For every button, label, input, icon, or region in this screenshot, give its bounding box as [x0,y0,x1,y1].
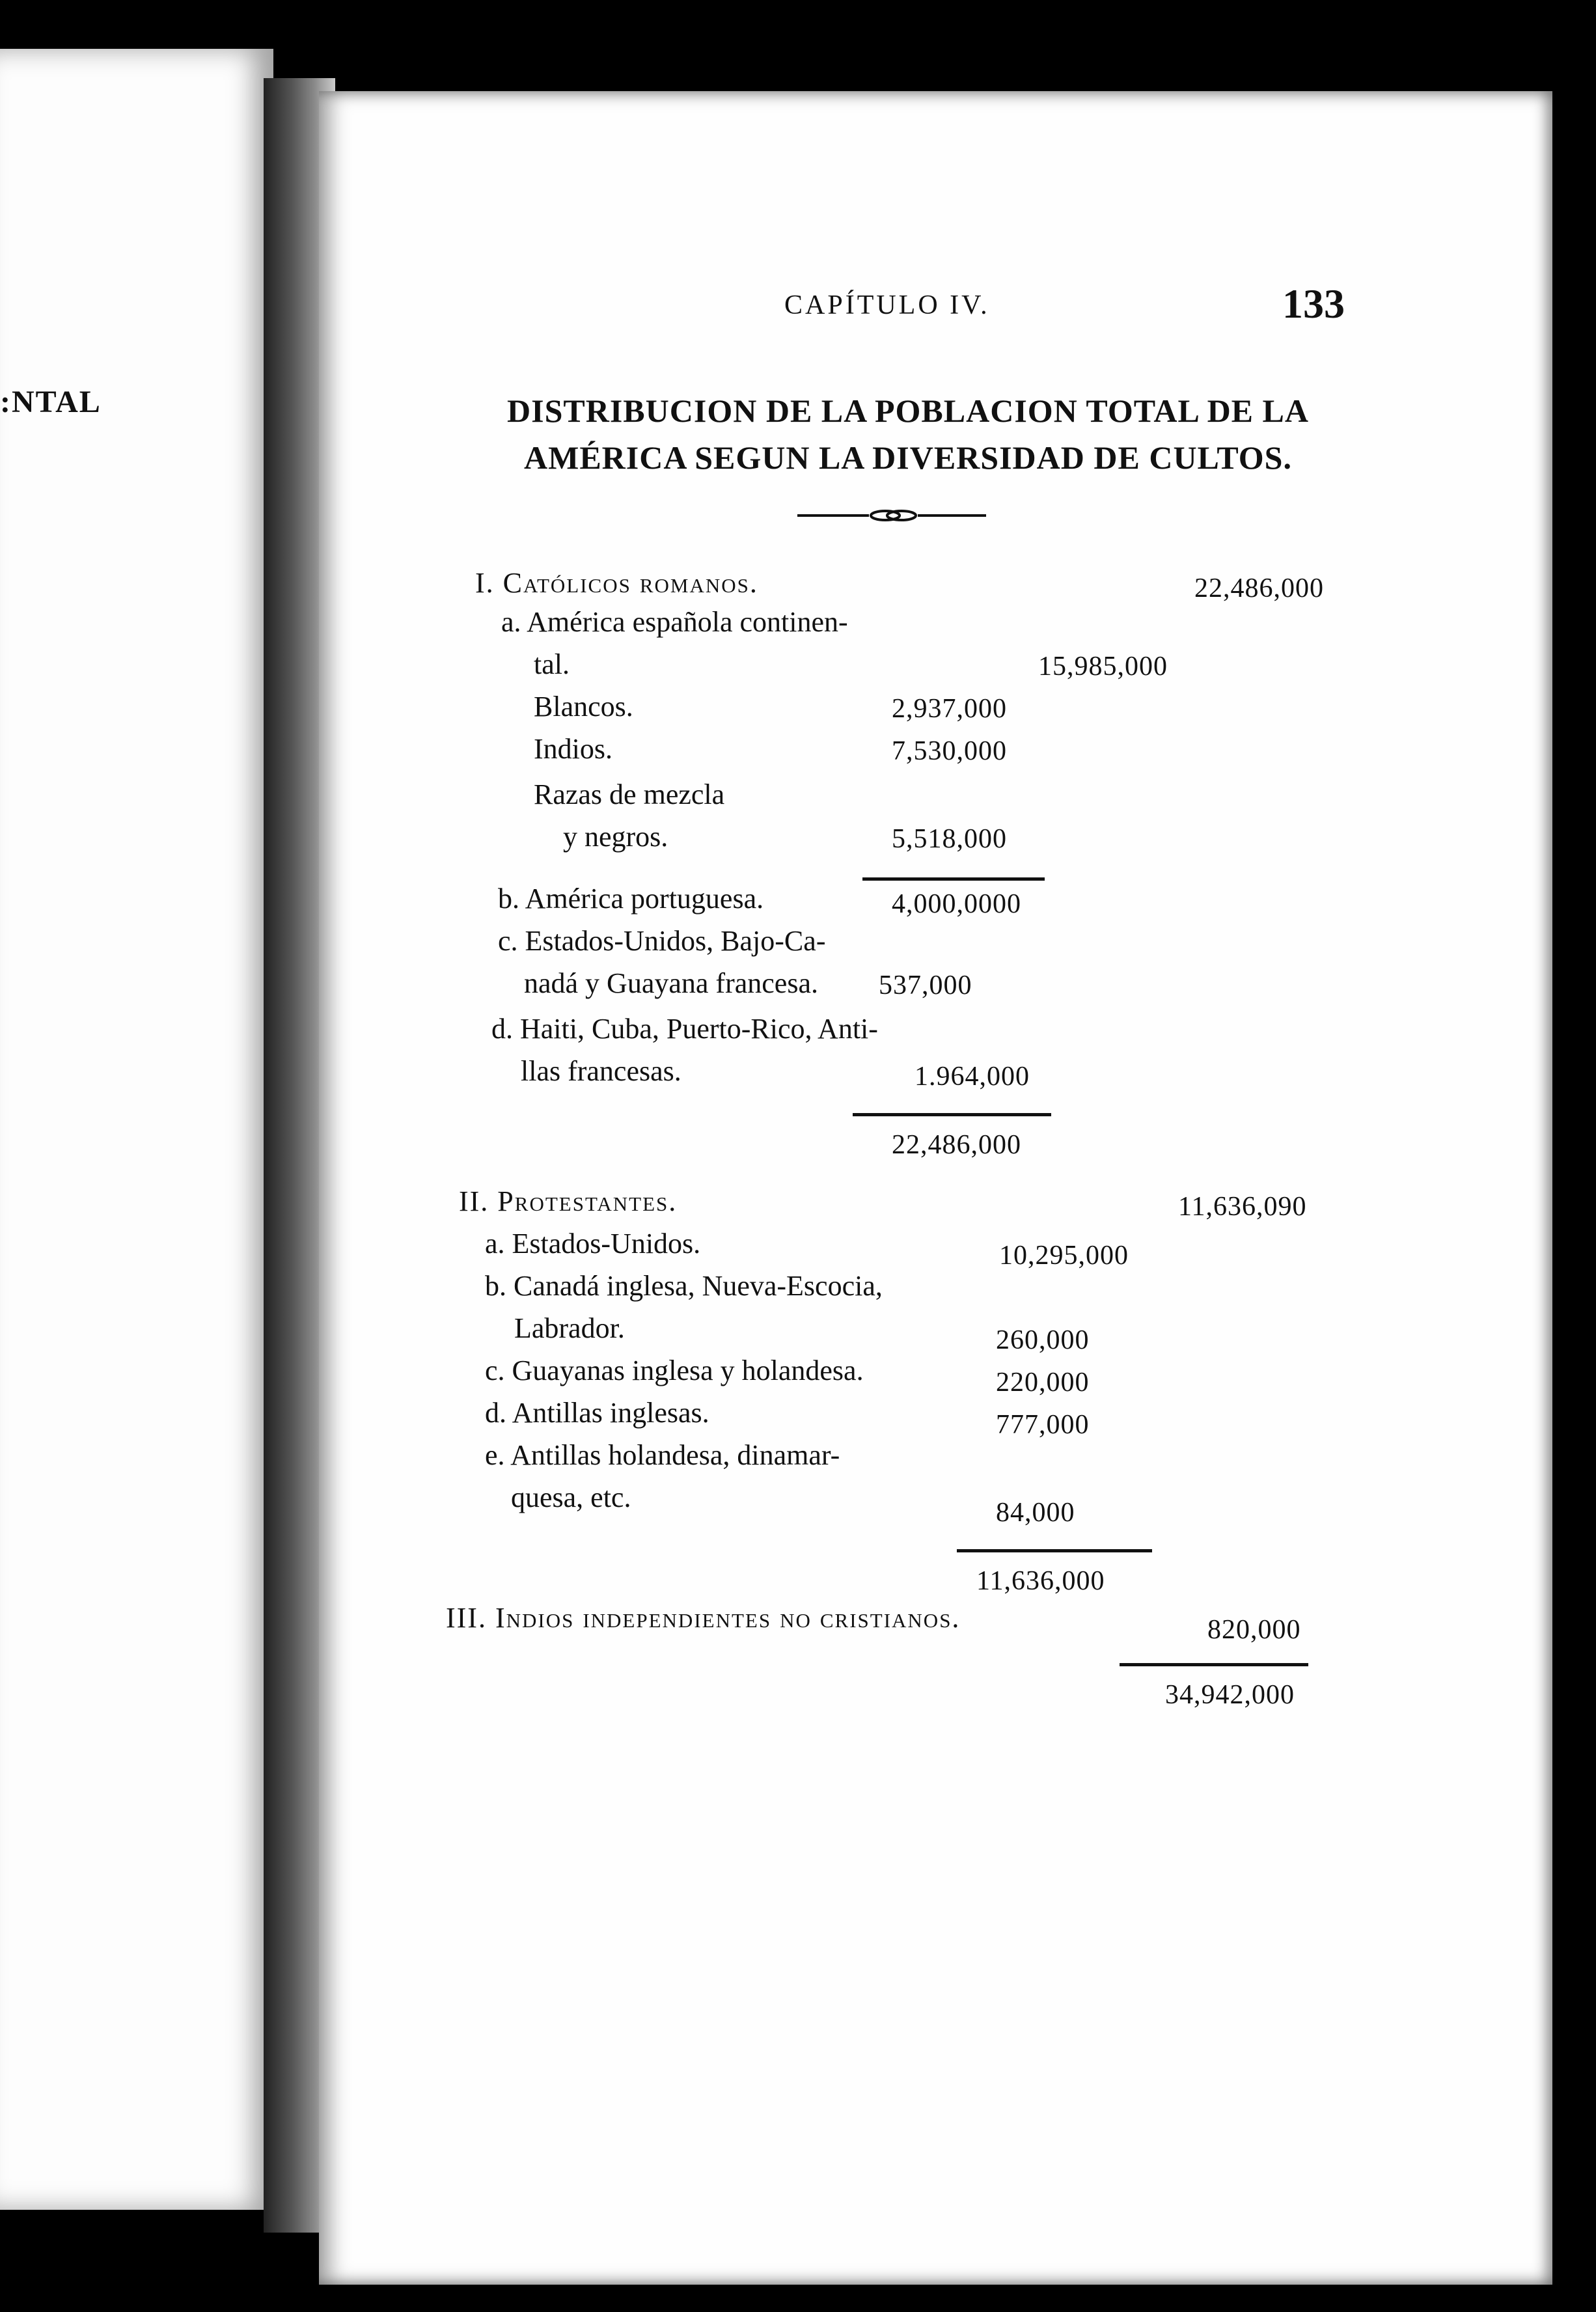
catolicos-d-line2: llas francesas. [521,1055,681,1087]
catolicos-indios-label: Indios. [534,733,612,765]
catolicos-c-line1: c. Estados-Unidos, Bajo-Ca- [498,925,826,957]
protestantes-e-line2: quesa, etc. [511,1481,631,1513]
catolicos-d-value: 1.964,000 [915,1062,1030,1092]
grand-total-rule [1120,1663,1308,1666]
running-header: CAPÍTULO IV. [784,290,990,320]
catolicos-a-line2: tal. [534,648,570,680]
section-indios-total: 820,000 [1207,1615,1301,1645]
protestantes-b-line2: Labrador. [514,1312,625,1344]
catolicos-c-line2: nadá y Guayana francesa. [524,967,818,999]
section-catolicos-heading: I. Católicos romanos. [475,567,758,599]
subtotal-rule [862,877,1045,881]
total-rule [853,1113,1051,1116]
right-page [319,91,1552,2285]
catolicos-razas-value: 5,518,000 [892,824,1007,854]
ornament-divider-icon [797,508,986,523]
protestantes-a-value: 10,295,000 [999,1241,1129,1271]
protestantes-c-label: c. Guayanas inglesa y holandesa. [485,1355,864,1386]
protestantes-e-line1: e. Antillas holandesa, dinamar- [485,1439,840,1471]
protestantes-d-value: 777,000 [996,1410,1090,1440]
protestantes-c-value: 220,000 [996,1368,1090,1397]
catolicos-blancos-value: 2,937,000 [892,694,1007,724]
section-catolicos-total: 22,486,000 [1194,573,1324,603]
catolicos-a-total: 15,985,000 [1038,652,1168,681]
catolicos-a-line1: a. América española continen- [501,606,848,638]
total-rule [957,1549,1152,1552]
catolicos-indios-value: 7,530,000 [892,736,1007,766]
page-title: DISTRIBUCION DE LA POBLACION TOTAL DE LA AMÉRICA SEGUN LA DIVERSIDAD DE CULTOS. [507,392,1309,476]
protestantes-a-label: a. Estados-Unidos. [485,1228,701,1259]
catolicos-c-value: 537,000 [879,970,972,1000]
protestantes-b-value: 260,000 [996,1325,1090,1355]
grand-total: 34,942,000 [1165,1680,1295,1710]
catolicos-b-label: b. América portuguesa. [498,883,764,915]
catolicos-sum: 22,486,000 [892,1130,1021,1160]
left-page [0,49,273,2210]
protestantes-d-label: d. Antillas inglesas. [485,1397,709,1429]
section-indios-heading: III. Indios independientes no cristianos. [446,1602,961,1634]
catolicos-razas-line2: y negros. [563,821,668,853]
section-protestantes-heading: II. Protestantes. [459,1185,678,1217]
catolicos-d-line1: d. Haiti, Cuba, Puerto-Rico, Anti- [491,1013,878,1045]
protestantes-b-line1: b. Canadá inglesa, Nueva-Escocia, [485,1270,883,1302]
protestantes-e-value: 84,000 [996,1498,1075,1528]
left-page-fragment: :NTAL [0,385,102,419]
section-protestantes-total: 11,636,090 [1178,1192,1307,1222]
protestantes-sum: 11,636,000 [976,1566,1105,1596]
page-number: 133 [1282,281,1345,327]
catolicos-b-value: 4,000,0000 [892,889,1021,919]
catolicos-razas-line1: Razas de mezcla [534,778,725,810]
catolicos-blancos-label: Blancos. [534,691,633,722]
